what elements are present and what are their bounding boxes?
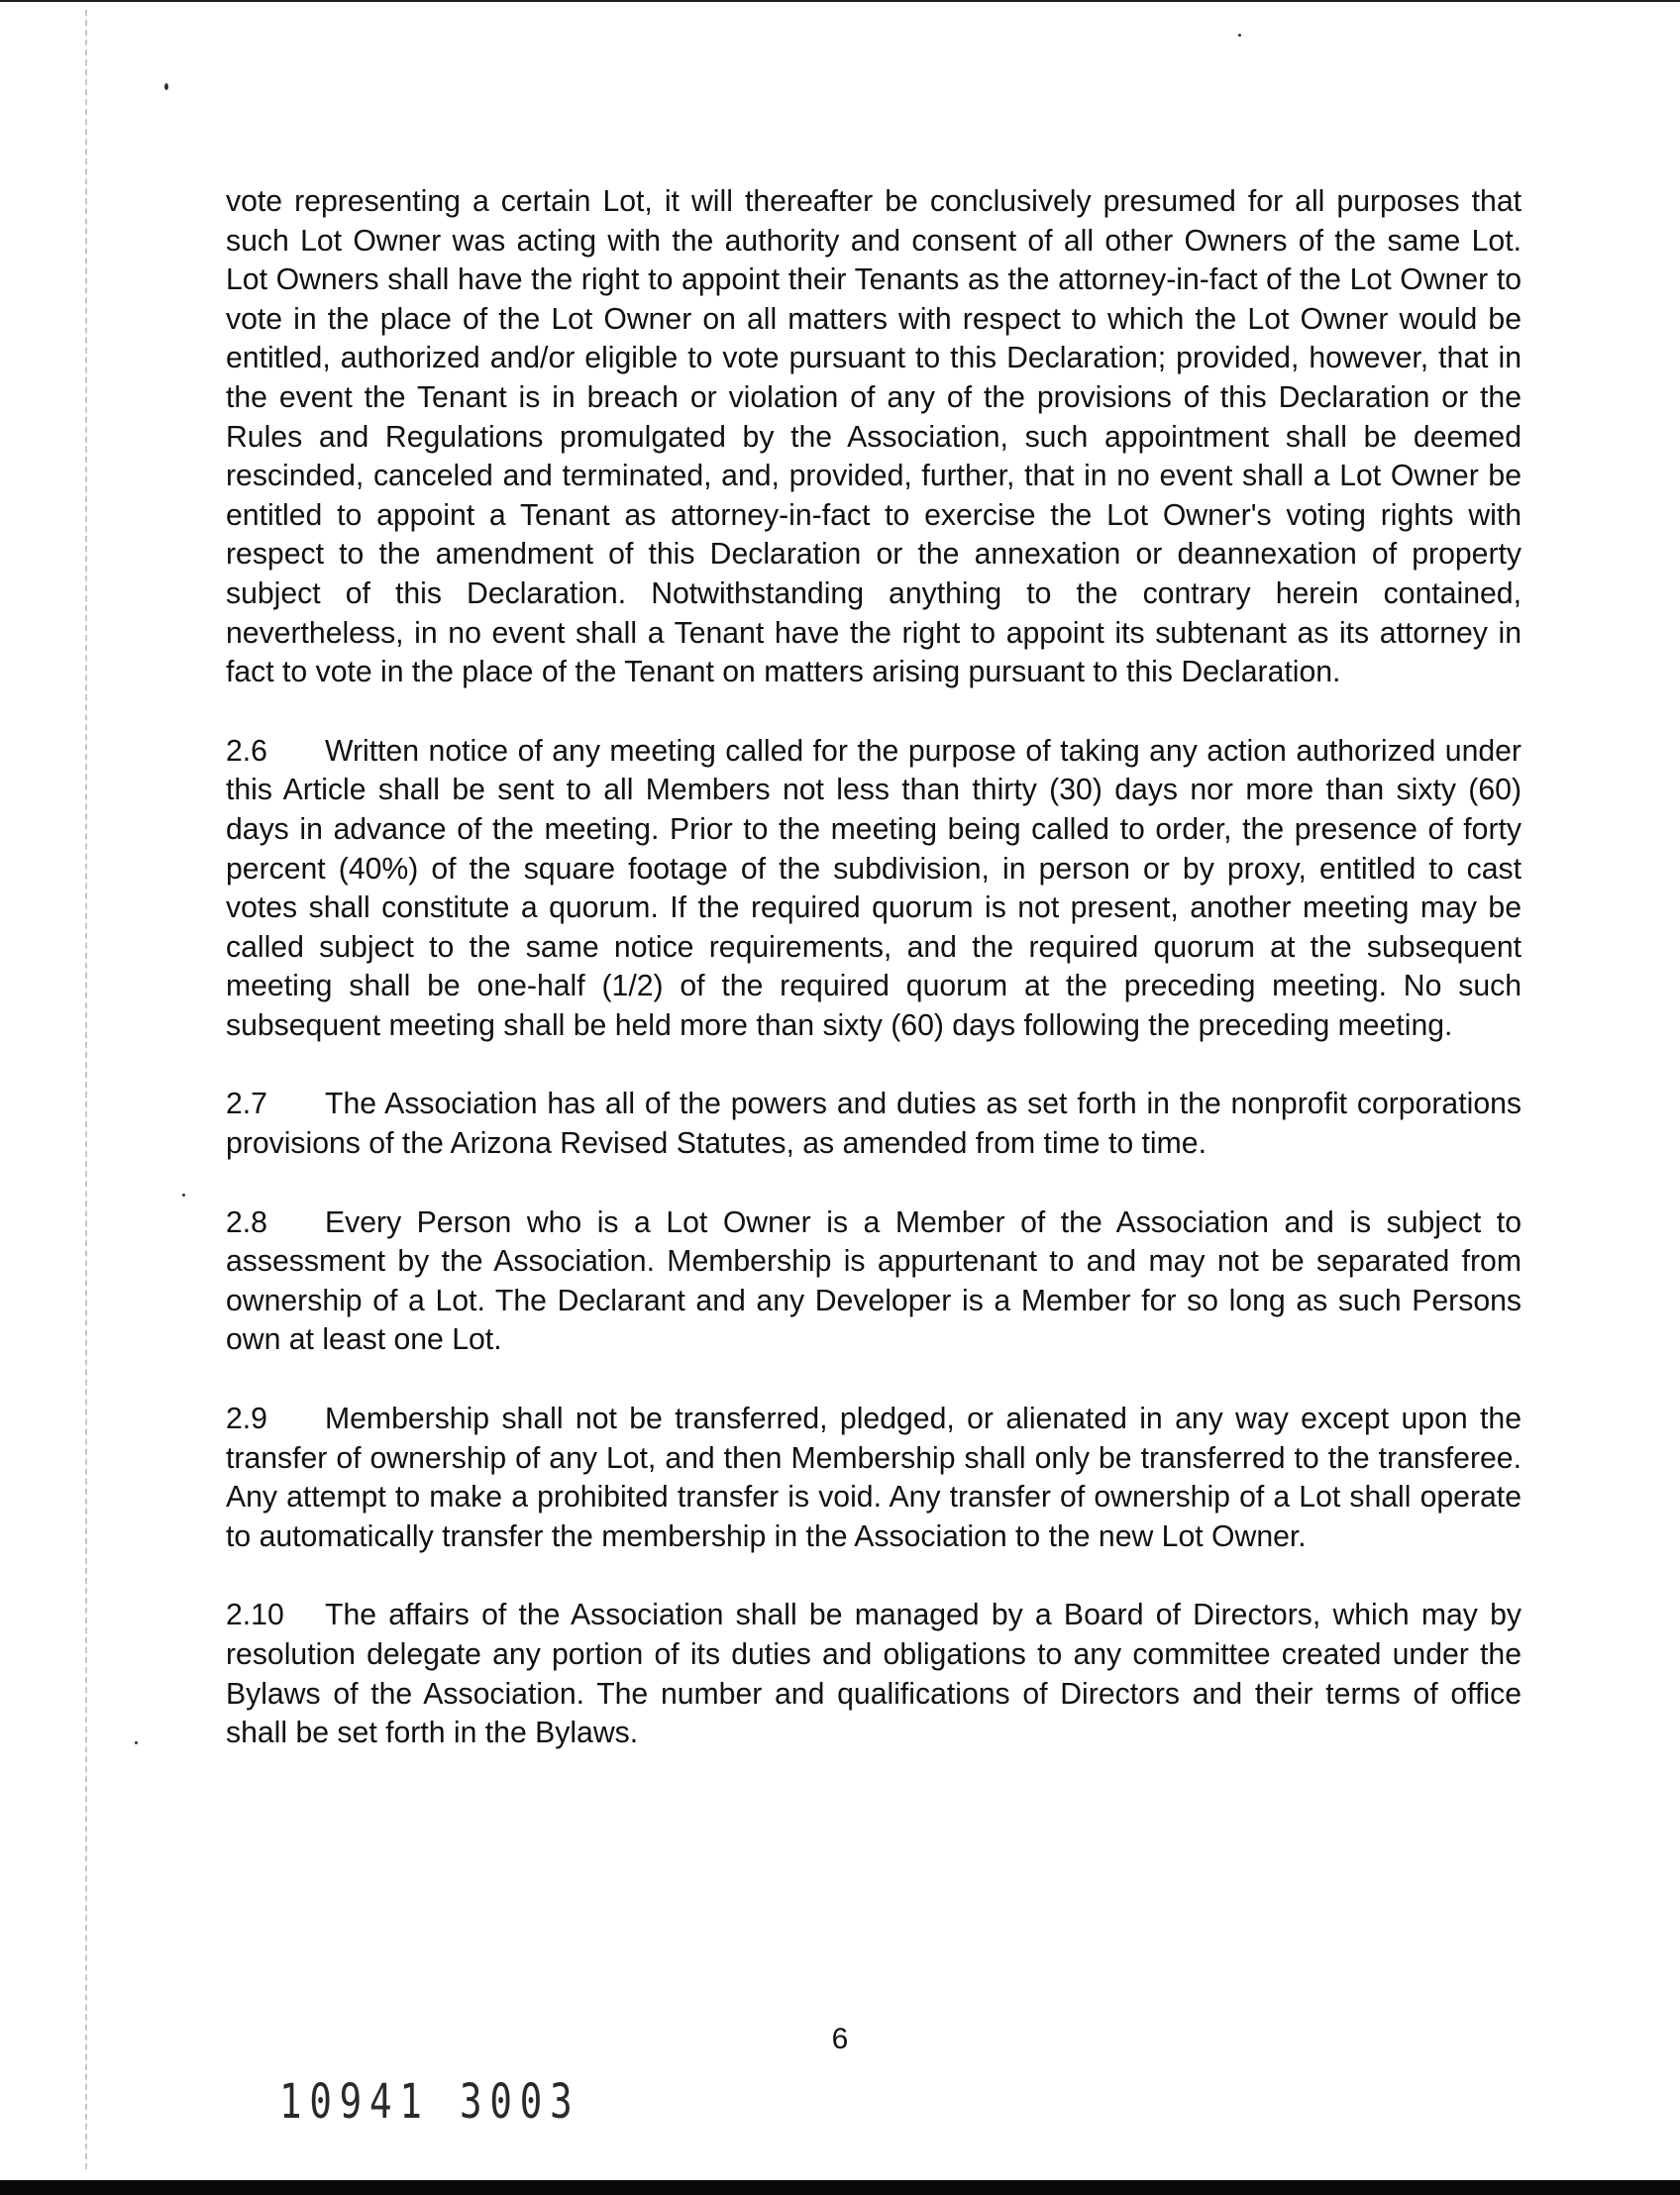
section-number: 2.9 <box>226 1403 267 1436</box>
document-body <box>226 182 1522 1793</box>
page-number: 6 <box>831 2023 849 2055</box>
scan-top-edge <box>0 0 1680 2</box>
section-number: 2.6 <box>226 734 267 768</box>
scan-speck <box>135 1741 138 1744</box>
section-text: Every Person who is a Lot Owner is a Member of the Association and is subject to assessment by the Association. Membership is appurtenant to and may not be separated from ownership of a Lot. The Declarant and any Developer is a Member for so long as such Persons own at least one Lot. <box>226 1205 1522 1357</box>
scan-speck <box>1238 34 1241 37</box>
recording-stamp: 10941 3003 <box>279 2074 580 2130</box>
section-text: The affairs of the Association shall be managed by a Board of Directors, which may by resolution delegate any portion of its duties and obligations to any committee created under the Bylaws of the Association. The number and qualifications of Directors and their terms of office shall be set forth in the Bylaws. <box>226 1599 1522 1750</box>
section-text: Membership shall not be transferred, pledged, or alienated in any way except upon the transfer of ownership of any Lot, and then Membership shall only be transferred to the transferee. Any attempt to make a prohibited transfer is void. Any transfer of ownership of a Lot shall operate to automatically transfer the membership in the Association to the new Lot Owner. <box>226 1403 1522 1553</box>
section-text: The Association has all of the powers and duties as set forth in the nonprofit corporations provisions of the Arizona Revised Statutes, as amended from time to time. <box>226 1088 1522 1161</box>
section-text: Written notice of any meeting called for the purpose of taking any action authorized under this Article shall be sent to all Members not less than thirty (30) days nor more than sixty (60) days in advance of the meeting. Prior to the meeting being called to order, the presence of forty percent (40%) of the square footage of the subdivision, in person or by proxy, entitled to cast votes shall constitute a quorum. If the required quorum is not present, another meeting may be called subject to the same notice requirements, and the required quorum at the subsequent meeting shall be one-half (1/2) of the required quorum at the preceding meeting. No such subsequent meeting shall be held more than sixty (60) days following the preceding meeting. <box>226 734 1522 1042</box>
section-number: 2.10 <box>226 1599 284 1632</box>
section-2-8 <box>226 1203 1522 1360</box>
section-2-10 <box>226 1596 1522 1752</box>
scan-left-margin-marks <box>85 10 87 2169</box>
section-2-9 <box>226 1400 1522 1556</box>
scan-speck <box>182 1194 185 1197</box>
section-number: 2.8 <box>226 1205 267 1239</box>
section-number: 2.7 <box>226 1088 267 1121</box>
scan-speck <box>164 83 168 90</box>
continuation-paragraph: vote representing a certain Lot, it will thereafter be conclusively presumed for all purposes that such Lot Owner was acting with the authority and consent of all other Owners of the same Lot. Lot Owners shall have the right to appoint their Tenants as the attorney-in-fact of the Lot Owner to vote in the place of the Lot Owner on all matters with respect to which the Lot Owner would be entitled, authorized and/or eligible to vote pursuant to this Declaration; provided, however, that in the event the Tenant is in breach or violation of any of the provisions of this Declaration or the Rules and Regulations promulgated by the Association, such appointment shall be deemed rescinded, canceled and terminated, and, provided, further, that in no event shall a Lot Owner be entitled to appoint a Tenant as attorney-in-fact to exercise the Lot Owner's voting rights with respect to the amendment of this Declaration or the annexation or deannexation of property subject of this Declaration. Notwithstanding anything to the contrary herein contained, nevertheless, in no event shall a Tenant have the right to appoint its subtenant as its attorney in fact to vote in the place of the Tenant on matters arising pursuant to this Declaration. <box>226 185 1522 689</box>
section-2-6 <box>226 732 1522 1046</box>
section-2-7 <box>226 1085 1522 1163</box>
scan-bottom-edge <box>0 2180 1680 2195</box>
